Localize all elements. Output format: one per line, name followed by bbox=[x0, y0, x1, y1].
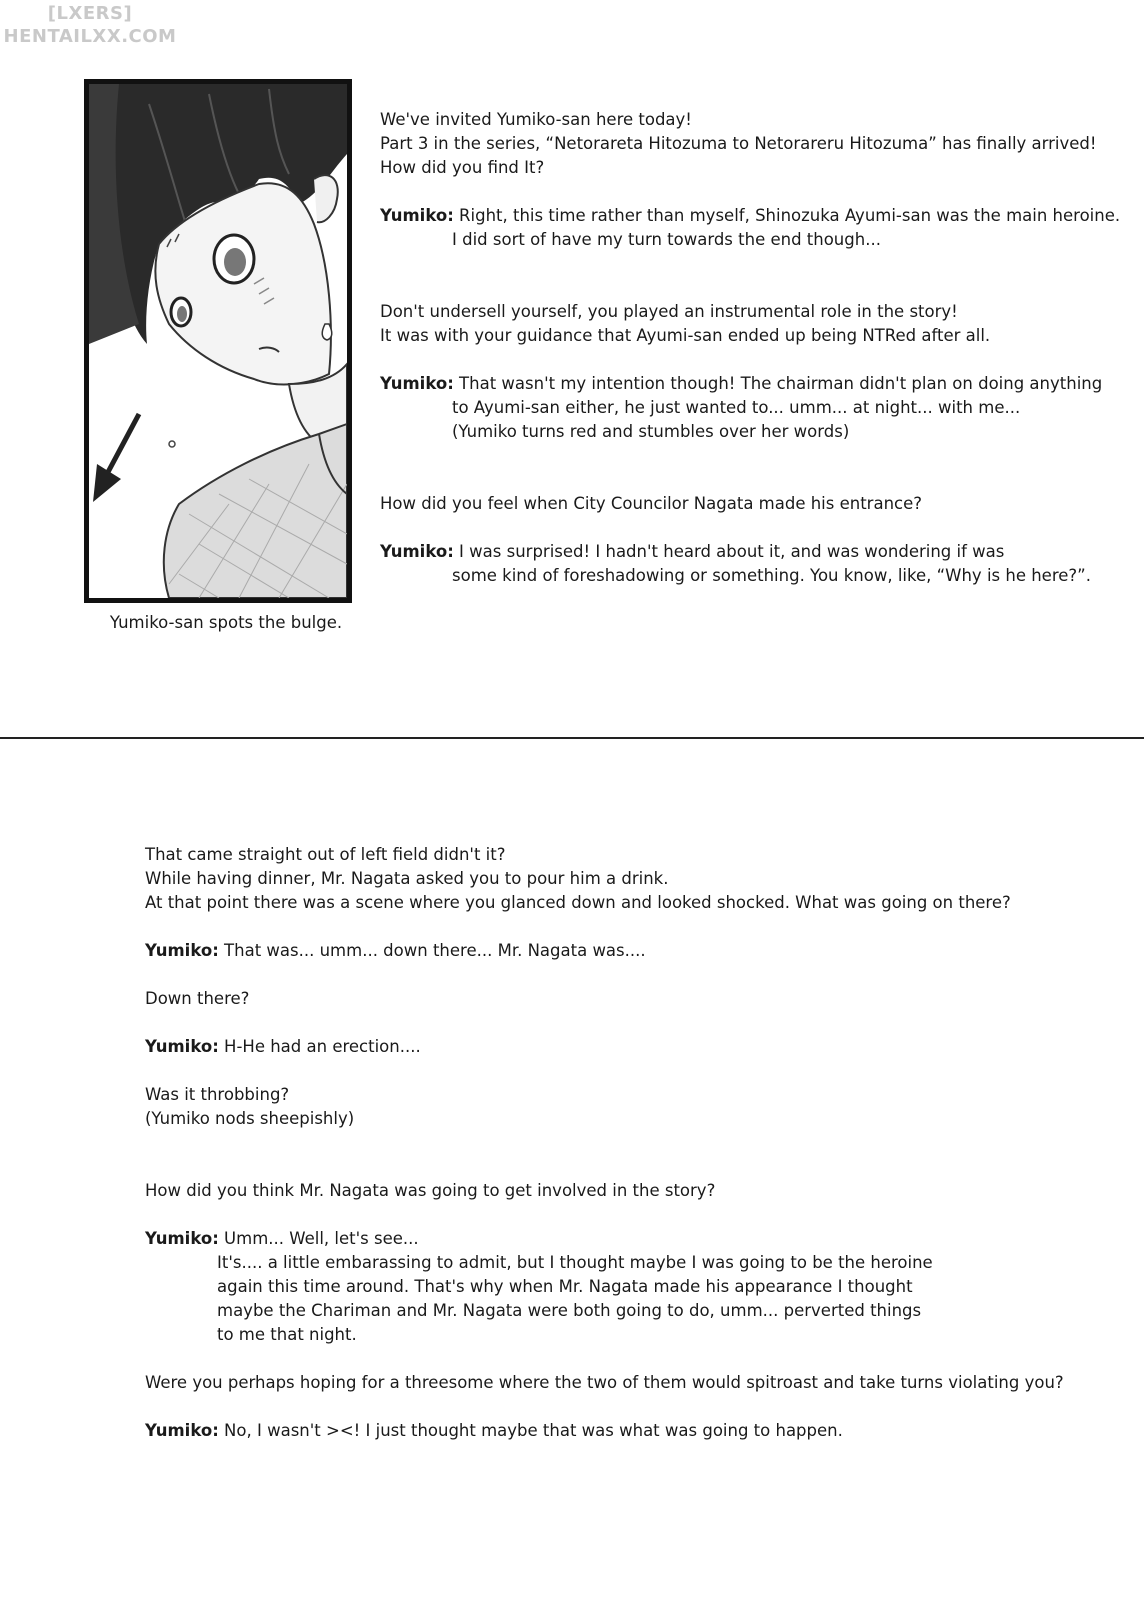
text-line: Was it throbbing? bbox=[145, 1085, 290, 1104]
section-divider bbox=[0, 737, 1144, 739]
interview-section-2 bbox=[145, 843, 1064, 1443]
text-line: Down there? bbox=[145, 989, 250, 1008]
text-line: I did sort of have my turn towards the end though... bbox=[452, 230, 881, 249]
text-line: (Yumiko nods sheepishly) bbox=[145, 1109, 355, 1128]
text-line: How did you find It? bbox=[380, 158, 545, 177]
text-line: Umm... Well, let's see... bbox=[218, 1229, 419, 1248]
speaker-name: Yumiko: bbox=[380, 542, 454, 561]
manga-illustration bbox=[89, 84, 347, 598]
text-line: H-He had an erection.... bbox=[218, 1037, 421, 1056]
speaker-name: Yumiko: bbox=[380, 374, 454, 393]
speaker-name: Yumiko: bbox=[145, 1229, 219, 1248]
text-line: No, I wasn't ><! I just thought maybe that was what was going to happen. bbox=[218, 1421, 843, 1440]
speaker-line bbox=[380, 204, 1120, 228]
speaker-line bbox=[145, 1419, 1064, 1443]
speaker-line bbox=[380, 540, 1120, 564]
text-line: Don't undersell yourself, you played an instrumental role in the story! bbox=[380, 302, 958, 321]
speaker-line bbox=[145, 939, 1064, 963]
speaker-name: Yumiko: bbox=[380, 206, 454, 225]
text-line: to me that night. bbox=[217, 1325, 357, 1344]
speaker-line bbox=[145, 1227, 1064, 1251]
text-line: That came straight out of left field didn't it? bbox=[145, 845, 506, 864]
text-line: It was with your guidance that Ayumi-san ended up being NTRed after all. bbox=[380, 326, 991, 345]
text-line: I was surprised! I hadn't heard about it, and was wondering if was bbox=[453, 542, 1005, 561]
text-line: It's.... a little embarassing to admit, but I thought maybe I was going to be the heroine bbox=[217, 1253, 933, 1272]
text-line: Right, this time rather than myself, Shinozuka Ayumi-san was the main heroine. bbox=[453, 206, 1121, 225]
speaker-name: Yumiko: bbox=[145, 1421, 219, 1440]
watermark-line-1: [LXERS] bbox=[47, 3, 133, 24]
speaker-name: Yumiko: bbox=[145, 1037, 219, 1056]
text-line: some kind of foreshadowing or something. You know, like, “Why is he here?”. bbox=[452, 566, 1091, 585]
text-line: At that point there was a scene where you glanced down and looked shocked. What was going on there? bbox=[145, 893, 1011, 912]
text-line: That was... umm... down there... Mr. Nagata was.... bbox=[218, 941, 646, 960]
text-line: How did you feel when City Councilor Nagata made his entrance? bbox=[380, 494, 923, 513]
text-line: How did you think Mr. Nagata was going to get involved in the story? bbox=[145, 1181, 716, 1200]
text-line: While having dinner, Mr. Nagata asked you to pour him a drink. bbox=[145, 869, 669, 888]
interview-section-1 bbox=[380, 108, 1120, 588]
text-line: maybe the Chariman and Mr. Nagata were both going to do, umm... perverted things bbox=[217, 1301, 922, 1320]
text-line: again this time around. That's why when Mr. Nagata made his appearance I thought bbox=[217, 1277, 913, 1296]
text-line: to Ayumi-san either, he just wanted to... umm... at night... with me... bbox=[452, 398, 1021, 417]
manga-panel bbox=[84, 79, 352, 603]
watermark bbox=[0, 2, 180, 48]
text-line: (Yumiko turns red and stumbles over her words) bbox=[452, 422, 850, 441]
speaker-line bbox=[145, 1035, 1064, 1059]
text-line: That wasn't my intention though! The chairman didn't plan on doing anything bbox=[453, 374, 1103, 393]
text-line: We've invited Yumiko-san here today! bbox=[380, 110, 692, 129]
speaker-line bbox=[380, 372, 1120, 396]
text-line: Were you perhaps hoping for a threesome where the two of them would spitroast and take turns violating you? bbox=[145, 1373, 1064, 1392]
watermark-line-2: HENTAILXX.COM bbox=[3, 26, 177, 47]
text-line: Part 3 in the series, “Netorareta Hitozuma to Netorareru Hitozuma” has finally arrived! bbox=[380, 134, 1097, 153]
speaker-name: Yumiko: bbox=[145, 941, 219, 960]
panel-caption: Yumiko-san spots the bulge. bbox=[109, 613, 343, 632]
